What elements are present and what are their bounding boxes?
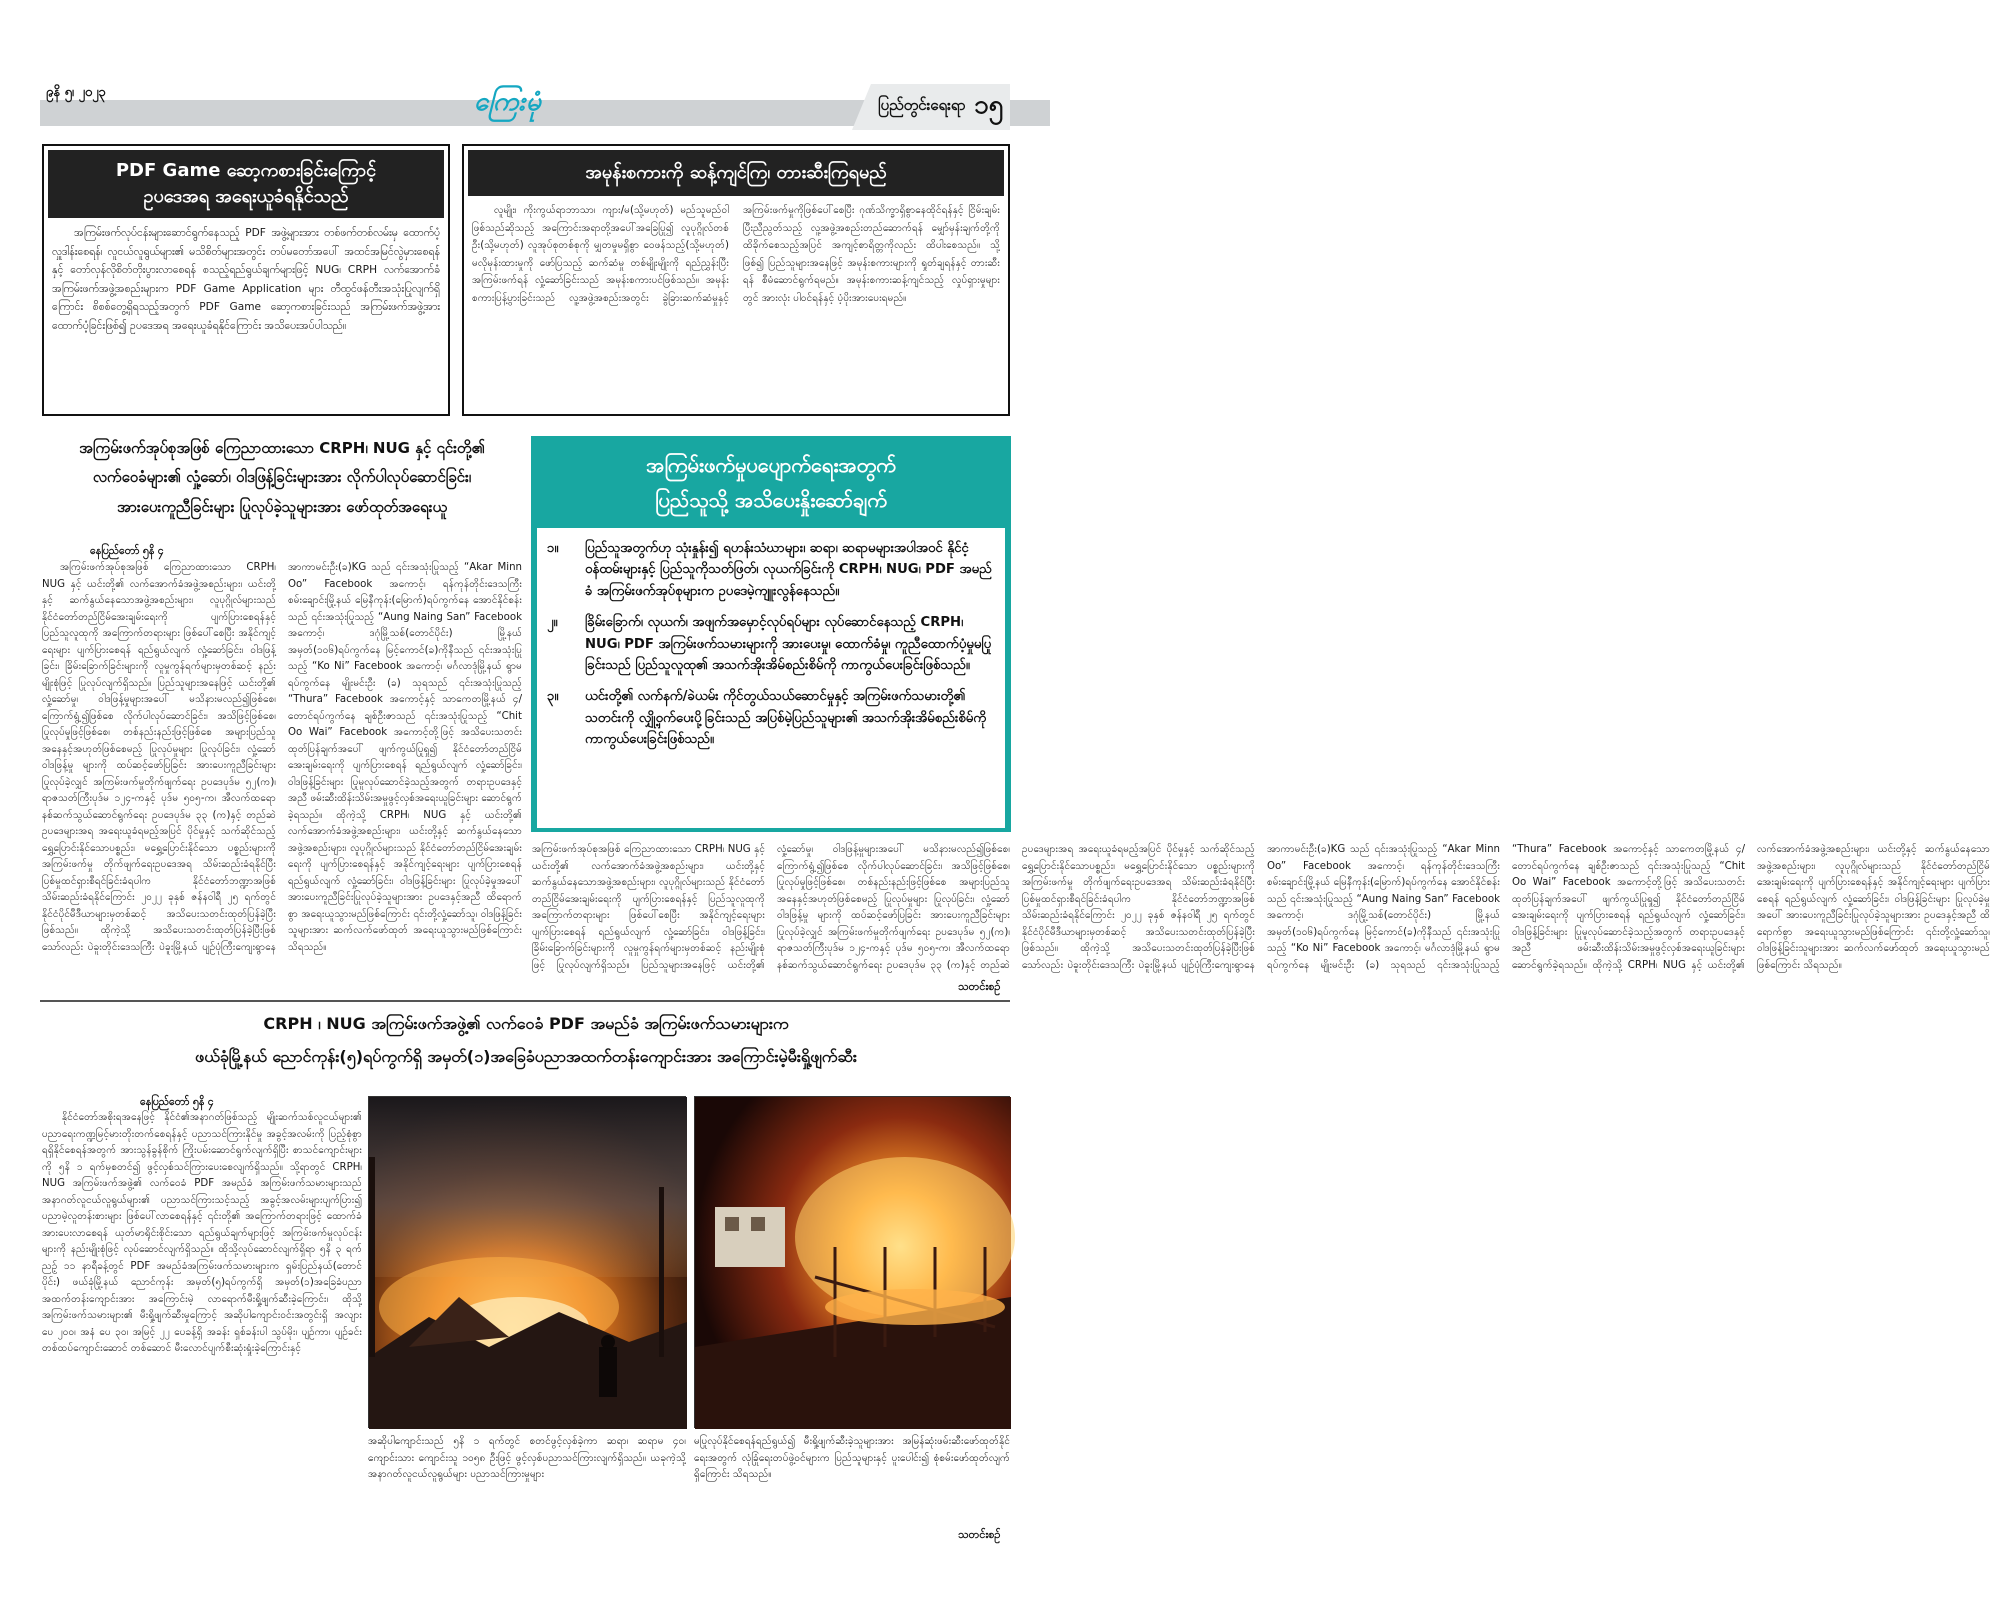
headline-line-2: ဖယ်ခုံမြို့နယ် ညောင်ကုန်း(၅)ရပ်ကွက်ရှိ အမှတ်(၁)အခြေခံပညာအထက်တန်းကျောင်းအား အကြောင်းမဲ့မီးရှို့ဖျက်ဆီး — [195, 1046, 857, 1066]
announcement-item — [547, 612, 993, 676]
item-text: ပြည်သူအတွက်ဟု သုံးနှုန်း၍ ရဟန်းသံဃာများ၊ ဆရာ၊ ဆရာမများအပါအဝင် နိုင်ငံ့ဝန်ထမ်းများနှင့် ပြည်သူကိုသတ်ဖြတ်၊ လုယက်ခြင်းကို CRPH၊ NUG၊ PDF အမည်ခံ အကြမ်းဖက်အုပ်စုများက ဥပဒေမဲ့ကျူးလွန်နေသည်။ — [585, 541, 992, 599]
article-school-body: နိုင်ငံတော်အစိုးရအနေဖြင့် နိုင်ငံ၏အနာဂတ်ဖြစ်သည့် မျိုးဆက်သစ်လူငယ်များ၏ ပညာရေးကဏ္ဍမြင့်မားတိုးတက်စေရန်နှင့် ပညာသင်ကြားနိုင်မှု အခွင့်အလမ်းကို ပြည့်စုံစွာရရှိနိုင်စေရန်အတွက် အားသွန်ခွန်စိုက် ကြိုးပမ်းဆောင်ရွက်လျက်ရှိပြီး စာသင်ကျောင်းများကို ၅နိ ၁ ရက်မှစတင်၍ ဖွင့်လှစ်သင်ကြားပေးစေလျက်ရှိသည်။ သို့ရာတွင် CRPH၊ NUG အကြမ်းဖက်အဖွဲ့၏ လက်ဝေခံ PDF အမည်ခံ အကြမ်းဖက်သမားများသည် အနာဂတ်လူငယ်လူရွယ်များ၏ ပညာသင်ကြားသင့်သည့် အခွင့်အလမ်းများပျက်ပြား၍ ပညာမဲ့လူတန်းစားများ ဖြစ်ပေါ်လာစေရန်နှင့် ၎င်းတို့၏ အကြောက်တရားဖြင့် ထောက်ခံအားပေးလာစေရန် ယုတ်မာရိုင်းစိုင်းသော ရည်ရွယ်ချက်များဖြင့် အကြမ်းဖက်မှုလုပ်ငန်းများကို နည်းမျိုးစုံဖြင့် လုပ်ဆောင်လျက်ရှိသည်။ ထိုသို့လုပ်ဆောင်လျက်ရှိရာ ၅နိ ၃ ရက် ညဉ့် ၁၁ နာရီခန့်တွင် PDF အမည်ခံအကြမ်းဖက်သမားများက ရှမ်းပြည်နယ်(တောင်ပိုင်း) ဖယ်ခုံမြို့နယ် ညောင်ကုန်း အမှတ်(၅)ရပ်ကွက်ရှိ အမှတ်(၁)အခြေခံပညာအထက်တန်းကျောင်းအား အကြောင်းမဲ့ လာရောက်မီးရှို့ဖျက်ဆီးခဲ့ကြောင်း၊ ထိုသို့ အကြမ်းဖက်သမားများ၏ မီးရှို့ဖျက်ဆီးမှုကြောင့် အဆိုပါကျောင်းဝင်းအတွင်းရှိ အလျားပေ ၂၀၀၊ အနံ ပေ ၃၀၊ အမြင့် ၂၂ ပေခန့်ရှိ အခန်း ရှစ်ခန်းပါ သွပ်မိုး၊ ပျဉ်ကာ၊ ပျဉ်ခင်း တစ်ထပ်ကျောင်းဆောင် တစ်ဆောင် မီးလောင်ပျက်စီးဆုံးရှုံးခဲ့ကြောင်းနှင့် — [42, 1112, 362, 1355]
announcement-title-line-2: ပြည်သူသို့ အသိပေးနှိုးဆော်ချက် — [655, 488, 887, 512]
announcement-title-line-1: အကြမ်းဖက်မှုပပျောက်ရေးအတွက် — [646, 453, 896, 477]
announcement-item — [547, 686, 993, 750]
item-number: ၁။ — [547, 541, 559, 556]
section-divider — [40, 1000, 1010, 1002]
article-crph-dateline: နေပြည်တော် ၅နိ ၄ — [90, 545, 164, 557]
school-fire-photo-left — [368, 1096, 686, 1428]
headline-line-1: အကြမ်းဖက်အုပ်စုအဖြစ် ကြေညာထားသော CRPH၊ NUG နှင့် ၎င်းတို့၏ — [79, 439, 485, 457]
article-pdf-game-body: အကြမ်းဖက်လုပ်ငန်းများဆောင်ရွက်နေသည့် PDF အဖွဲ့များအား တစ်ဖက်တစ်လမ်းမှ ထောက်ပံ့လှူဒါန်းစေရန်၊ လူငယ်လူရွယ်များ၏ မသိစိတ်များအတွင်း တပ်မတော်အပေါ် အထင်အမြင်လွဲမှားစေရန်နှင့် တော်လှန်လိုစိတ်တိုးပွားလာစေရန် စသည့်ရည်ရွယ်ချက်များဖြင့် NUG၊ CRPH လက်အောက်ခံ အကြမ်းဖက်အဖွဲ့အစည်းများက PDF Game Application များ တီထွင်ဖန်တီးအသုံးပြုလျက်ရှိကြောင်း စိစစ်တွေ့ရှိရသည့်အတွက် PDF Game ဆော့ကစားခြင်းသည် အကြမ်းဖက်အဖွဲ့အား ထောက်ပံ့ခြင်းဖြစ်၍ ဥပဒေအရ အရေးယူခံရနိုင်ကြောင်း အသိပေးအပ်ပါသည်။ — [52, 227, 440, 332]
item-number: ၃။ — [547, 689, 559, 705]
article-crph-body-a: အကြမ်းဖက်အုပ်စုအဖြစ် ကြေညာထားသော CRPH၊ NUG နှင့် ယင်းတို့၏ လက်အောက်ခံအဖွဲ့အစည်းများ၊ ယင်းတို့နှင့် ဆက်နွယ်နေသောအဖွဲ့အစည်းများ၊ လူပုဂ္ဂိုလ်များသည် နိုင်ငံတော်တည်ငြိမ်အေးချမ်းရေးကို ပျက်ပြားစေရန်နှင့် ပြည်သူလူထုကို အကြောက်တရားများ ဖြစ်ပေါ်စေပြီး အနိုင်ကျင့်ရေးများ ပျက်ပြားစေရန် ရည်ရွယ်လျက် လှုံ့ဆော်ခြင်း၊ ဝါဒဖြန့်ခြင်း၊ ခြိမ်းခြောက်ခြင်းများကို လူမှုကွန်ရက်များမှတစ်ဆင့် နည်းမျိုးစုံဖြင့် ပြုလုပ်လျက်ရှိသည်။ ပြည်သူများအနေဖြင့် ယင်းတို့၏ လှုံ့ဆော်မှု၊ ဝါဒဖြန့်မှုများအပေါ် မသိနားမလည်၍ဖြစ်စေ၊ ကြောက်ရွံ့၍ဖြစ်စေ လိုက်ပါလုပ်ဆောင်ခြင်း၊ အသိဖြင့်ဖြစ်စေ၊ ပြုလုပ်မှုဖြင့်ဖြစ်စေ၊ တစ်နည်းနည်းဖြင့်ဖြစ်စေ အများပြည်သူအနေနှင့်အဟုတ်ဖြစ်စေမည့် ပြုလုပ်မှုများ ပြုလုပ်ခြင်း၊ လှုံ့ဆော်ဝါဒဖြန့်မှု များကို ထပ်ဆင့်ဖော်ပြခြင်း အားပေးကူညီခြင်းများ ပြုလုပ်ခဲ့လျှင် အကြမ်းဖက်မှုတိုက်ဖျက်ရေး ဥပဒေပုဒ်မ ၅၂(က)၊ ရာဇသတ်ကြီးပုဒ်မ ၁၂၄-ကနှင့် ပုဒ်မ ၅၀၅-က၊ အီလက်ထရောနစ်ဆက်သွယ်ဆောင်ရွက်ရေး ဥပဒေပုဒ်မ ၃၃ (က)နှင့် တည်ဆဲဥပဒေများအရ အရေးယူခံရမည့်အပြင် ပိုင်မှုနှင့် သက်ဆိုင်သည့် ရွှေ့ပြောင်းနိုင်သောပစ္စည်း၊ မရွှေ့ပြောင်းနိုင်သော ပစ္စည်းများကို အကြမ်းဖက်မှု တိုက်ဖျက်ရေးဥပဒေအရ သိမ်းဆည်းခံရနိုင်ပြီး ပြစ်မှုထင်ရှားစီရင်ခြင်းခံရပါက နိုင်ငံတော်ဘဏ္ဍာအဖြစ် သိမ်းဆည်းခံရနိုင်ကြောင်း ၂၀၂၂ ခုနှစ် ဇန်နဝါရီ ၂၅ ရက်တွင် နိုင်ငံပိုင်မီဒီယာများမှတစ်ဆင့် အသိပေးသတင်းထုတ်ပြန်ခဲ့ပြီးဖြစ်သည်။ ထိုကဲ့သို့ အသိပေးသတင်းထုတ်ပြန်ခဲ့ပြီးဖြစ်သော်လည်း ပဲခူးတိုင်းဒေသကြီး ပဲခူးမြို့နယ် ပျဉ်ပုံကြီးကျေးရွာနေ အာကာမင်းဦး(ခ)KG သည် ၎င်းအသုံးပြုသည့် “Akar Minn Oo” Facebook အကောင့်၊ ရန်ကုန်တိုင်းဒေသကြီး စမ်းချောင်းမြို့နယ် မြေနီကုန်း(မြောက်)ရပ်ကွက်နေ အောင်နိုင်စန်းသည် ၎င်းအသုံးပြုသည့် “Aung Naing San” Facebook အကောင့်၊ ဒဂုံမြို့သစ်(တောင်ပိုင်း) မြို့နယ် အမှတ်(၁၀၆)ရပ်ကွက်နေ မြင့်ကောင်(ခ)ကိုနီသည် ၎င်းအသုံးပြုသည့် “Ko Ni” Facebook အကောင့်၊ မင်္ဂလာဒုံမြို့နယ် ရွာမရပ်ကွက်နေ မျိုးမင်းဦး (ခ) သုရသည် ၎င်းအသုံးပြုသည့် “Thura” Facebook အကောင့်နှင့် သာကေတမြို့နယ် ၄/တောင်ရပ်ကွက်နေ ချစ်ဦးဇာသည် ၎င်းအသုံးပြုသည့် “Chit Oo Wai” Facebook အကောင့်တို့ဖြင့် အသိပေးသတင်းထုတ်ပြန်ချက်အပေါ် ဖျက်ကွယ်ပြုရှု၍ နိုင်ငံတော်တည်ငြိမ်အေးချမ်းရေးကို ပျက်ပြားစေရန် ရည်ရွယ်လျက် လှုံ့ဆော်ခြင်း၊ ဝါဒဖြန့်ခြင်းများ ပြုမူလုပ်ဆောင်ခဲ့သည့်အတွက် တရားဥပဒေနှင့်အညီ ဖမ်းဆီးထိန်းသိမ်းအမှုဖွင့်လှစ်အရေးယူခြင်းများ ဆောင်ရွက်ခဲ့ရသည်။ ထိုကဲ့သို့ CRPH၊ NUG နှင့် ယင်းတို့၏ လက်အောက်ခံအဖွဲ့အစည်းများ၊ ယင်းတို့နှင့် ဆက်နွယ်နေသောအဖွဲ့အစည်းများ၊ လူပုဂ္ဂိုလ်များသည် နိုင်ငံတော်တည်ငြိမ်အေးချမ်းရေးကို ပျက်ပြားစေရန်နှင့် အနိုင်ကျင့်ရေးများ ပျက်ပြားစေရန် ရည်ရွယ်လျက် လှုံ့ဆော်ခြင်း၊ ဝါဒဖြန့်ခြင်းများ ပြုလုပ်ခဲ့မှုအပေါ် အားပေးကူညီခြင်းပြုလုပ်ခဲ့သူများအား ဥပဒေနှင့်အညီ ထိရောက်စွာ အရေးယူသွားမည်ဖြစ်ကြောင်း ၎င်းတို့လှုံ့ဆော်သူ၊ ဝါဒဖြန့်ခြင်းသူများအား ဆက်လက်ဖော်ထုတ် အရေးယူသွားမည်ဖြစ်ကြောင်း သိရသည်။ — [42, 562, 522, 953]
article-crph-headline — [40, 434, 524, 522]
announcement-title — [537, 442, 1005, 522]
fire-scene-left — [369, 1097, 687, 1429]
article-crph-author: သတင်းစဉ် — [958, 980, 1001, 993]
headline-line-1: CRPH ၊ NUG အကြမ်းဖက်အဖွဲ့၏ လက်ဝေခံ PDF အမည်ခံ အကြမ်းဖက်သမားများက — [263, 1014, 789, 1033]
announcement-box — [531, 436, 1011, 832]
page-number: ၁၅ — [974, 90, 1004, 120]
item-number: ၂။ — [547, 615, 558, 631]
article-school-headline — [40, 1008, 1012, 1074]
newspaper-logo: ကြေးမုံ — [474, 87, 542, 117]
item-text: ယင်းတို့၏ လက်နက်/ခဲယမ်း ကိုင်တွယ်သယ်ဆောင်မှုနှင့် အကြမ်းဖက်သမားတို့၏ သတင်းကို လျှို့ဝှက်ပေးပို့ခြင်းသည် အပြစ်မဲ့ပြည်သူများ၏ အသက်အိုးအိမ်စည်းစိမ်ကို ကာကွယ်ပေးခြင်းဖြစ်သည်။ — [585, 689, 987, 747]
article-hate-speech — [462, 144, 1010, 416]
article-hate-speech-title: အမုန်းစကားကို ဆန့်ကျင်ကြ၊ တားဆီးကြရမည် — [468, 150, 1004, 196]
section-label: ပြည်တွင်းရေးရာ — [878, 96, 966, 114]
article-crph-body-b: အကြမ်းဖက်အုပ်စုအဖြစ် ကြေညာထားသော CRPH၊ NUG နှင့် ယင်းတို့၏ လက်အောက်ခံအဖွဲ့အစည်းများ၊ ယင်းတို့နှင့် ဆက်နွယ်နေသောအဖွဲ့အစည်းများ၊ လူပုဂ္ဂိုလ်များသည် နိုင်ငံတော်တည်ငြိမ်အေးချမ်းရေးကို ပျက်ပြားစေရန်နှင့် ပြည်သူလူထုကို အကြောက်တရားများ ဖြစ်ပေါ်စေပြီး အနိုင်ကျင့်ရေးများ ပျက်ပြားစေရန် ရည်ရွယ်လျက် လှုံ့ဆော်ခြင်း၊ ဝါဒဖြန့်ခြင်း၊ ခြိမ်းခြောက်ခြင်းများကို လူမှုကွန်ရက်များမှတစ်ဆင့် နည်းမျိုးစုံဖြင့် ပြုလုပ်လျက်ရှိသည်။ ပြည်သူများအနေဖြင့် ယင်းတို့၏ လှုံ့ဆော်မှု၊ ဝါဒဖြန့်မှုများအပေါ် မသိနားမလည်၍ဖြစ်စေ၊ ကြောက်ရွံ့၍ဖြစ်စေ လိုက်ပါလုပ်ဆောင်ခြင်း၊ အသိဖြင့်ဖြစ်စေ၊ ပြုလုပ်မှုဖြင့်ဖြစ်စေ၊ တစ်နည်းနည်းဖြင့်ဖြစ်စေ အများပြည်သူအနေနှင့်အဟုတ်ဖြစ်စေမည့် ပြုလုပ်မှုများ ပြုလုပ်ခြင်း၊ လှုံ့ဆော်ဝါဒဖြန့်မှု များကို ထပ်ဆင့်ဖော်ပြခြင်း အားပေးကူညီခြင်းများ ပြုလုပ်ခဲ့လျှင် အကြမ်းဖက်မှုတိုက်ဖျက်ရေး ဥပဒေပုဒ်မ ၅၂(က)၊ ရာဇသတ်ကြီးပုဒ်မ ၁၂၄-ကနှင့် ပုဒ်မ ၅၀၅-က၊ အီလက်ထရောနစ်ဆက်သွယ်ဆောင်ရွက်ရေး ဥပဒေပုဒ်မ ၃၃ (က)နှင့် တည်ဆဲဥပဒေများအရ အရေးယူခံရမည့်အပြင် ပိုင်မှုနှင့် သက်ဆိုင်သည့် ရွှေ့ပြောင်းနိုင်သောပစ္စည်း၊ မရွှေ့ပြောင်းနိုင်သော ပစ္စည်းများကို အကြမ်းဖက်မှု တိုက်ဖျက်ရေးဥပဒေအရ သိမ်းဆည်းခံရနိုင်ပြီး ပြစ်မှုထင်ရှားစီရင်ခြင်းခံရပါက နိုင်ငံတော်ဘဏ္ဍာအဖြစ် သိမ်းဆည်းခံရနိုင်ကြောင်း ၂၀၂၂ ခုနှစ် ဇန်နဝါရီ ၂၅ ရက်တွင် နိုင်ငံပိုင်မီဒီယာများမှတစ်ဆင့် အသိပေးသတင်းထုတ်ပြန်ခဲ့ပြီးဖြစ်သည်။ ထိုကဲ့သို့ အသိပေးသတင်းထုတ်ပြန်ခဲ့ပြီးဖြစ်သော်လည်း ပဲခူးတိုင်းဒေသကြီး ပဲခူးမြို့နယ် ပျဉ်ပုံကြီးကျေးရွာနေ အာကာမင်းဦး(ခ)KG သည် ၎င်းအသုံးပြုသည့် “Akar Minn Oo” Facebook အကောင့်၊ ရန်ကုန်တိုင်းဒေသကြီး စမ်းချောင်းမြို့နယ် မြေနီကုန်း(မြောက်)ရပ်ကွက်နေ အောင်နိုင်စန်းသည် ၎င်းအသုံးပြုသည့် “Aung Naing San” Facebook အကောင့်၊ ဒဂုံမြို့သစ်(တောင်ပိုင်း) မြို့နယ် အမှတ်(၁၀၆)ရပ်ကွက်နေ မြင့်ကောင်(ခ)ကိုနီသည် ၎င်းအသုံးပြုသည့် “Ko Ni” Facebook အကောင့်၊ မင်္ဂလာဒုံမြို့နယ် ရွာမရပ်ကွက်နေ မျိုးမင်းဦး (ခ) သုရသည် ၎င်းအသုံးပြုသည့် “Thura” Facebook အကောင့်နှင့် သာကေတမြို့နယ် ၄/တောင်ရပ်ကွက်နေ ချစ်ဦးဇာသည် ၎င်းအသုံးပြုသည့် “Chit Oo Wai” Facebook အကောင့်တို့ဖြင့် အသိပေးသတင်းထုတ်ပြန်ချက်အပေါ် ဖျက်ကွယ်ပြုရှု၍ နိုင်ငံတော်တည်ငြိမ်အေးချမ်းရေးကို ပျက်ပြားစေရန် ရည်ရွယ်လျက် လှုံ့ဆော်ခြင်း၊ ဝါဒဖြန့်ခြင်းများ ပြုမူလုပ်ဆောင်ခဲ့သည့်အတွက် တရားဥပဒေနှင့်အညီ ဖမ်းဆီးထိန်းသိမ်းအမှုဖွင့်လှစ်အရေးယူခြင်းများ ဆောင်ရွက်ခဲ့ရသည်။ ထိုကဲ့သို့ CRPH၊ NUG နှင့် ယင်းတို့၏ လက်အောက်ခံအဖွဲ့အစည်းများ၊ ယင်းတို့နှင့် ဆက်နွယ်နေသောအဖွဲ့အစည်းများ၊ လူပုဂ္ဂိုလ်များသည် နိုင်ငံတော်တည်ငြိမ်အေးချမ်းရေးကို ပျက်ပြားစေရန်နှင့် အနိုင်ကျင့်ရေးများ ပျက်ပြားစေရန် ရည်ရွယ်လျက် လှုံ့ဆော်ခြင်း၊ ဝါဒဖြန့်ခြင်းများ ပြုလုပ်ခဲ့မှုအပေါ် အားပေးကူညီခြင်းပြုလုပ်ခဲ့သူများအား ဥပဒေနှင့်အညီ ထိရောက်စွာ အရေးယူသွားမည်ဖြစ်ကြောင်း ၎င်းတို့လှုံ့ဆော်သူ၊ ဝါဒဖြန့်ခြင်းသူများအား ဆက်လက်ဖော်ထုတ် အရေးယူသွားမည်ဖြစ်ကြောင်း သိရသည်။ — [532, 844, 1990, 971]
article-pdf-game-title — [48, 150, 444, 218]
title-line-2: ဥပဒေအရ အရေးယူခံရနိုင်သည် — [143, 186, 349, 208]
fire-scene-right — [695, 1097, 1011, 1429]
item-text: ခြိမ်းခြောက်၊ လုယက်၊ အဖျက်အမှောင့်လုပ်ရပ်များ လုပ်ဆောင်နေသည့် CRPH၊ NUG၊ PDF အကြမ်းဖက်သမားများကို အားပေးမှု၊ ထောက်ခံမှု၊ ကူညီထောက်ပံ့မှုမပြုခြင်းသည် ပြည်သူလူထု၏ အသက်အိုးအိမ်စည်းစိမ်ကို ကာကွယ်ပေးခြင်းဖြစ်သည်။ — [585, 615, 992, 673]
photo-caption-left: အဆိုပါကျောင်းသည် ၅နိ ၁ ရက်တွင် စတင်ဖွင့်လှစ်ခဲ့ကာ ဆရာ၊ ဆရာမ ၄၀၊ ကျောင်းသား ကျောင်းသူ ၁၀၅၈ ဦးဖြင့် ဖွင့်လှစ်ပညာသင်ကြားလျက်ရှိသည်။ ယခုကဲ့သို့ အနာဂတ်လူငယ်လူရွယ်များ ပညာသင်ကြားမှုများ — [368, 1436, 686, 1481]
announcement-items — [537, 528, 1005, 828]
article-school-author: သတင်းစဉ် — [958, 1528, 1001, 1541]
school-fire-photo-right — [694, 1096, 1010, 1428]
article-school-dateline: နေပြည်တော် ၅နိ ၄ — [140, 1096, 214, 1108]
issue-date: ၉နိ ၅၊ ၂၀၂၃ — [46, 85, 106, 100]
announcement-item — [547, 538, 993, 602]
article-pdf-game — [42, 144, 450, 416]
article-hate-speech-body: လူမျိုး၊ ကိုးကွယ်ရာဘာသာ၊ ကျား/မ(သို့မဟုတ်) မည်သူမည်ဝါဖြစ်သည်ဆိုသည့် အကြောင်းအရာတို့အပေါ်အခြေပြု၍ လူပုဂ္ဂိုလ်တစ်ဦး(သို့မဟုတ်) လူအုပ်စုတစ်စုကို မျှတမှုမရှိစွာ ဝေဖန်သည့်(သို့မဟုတ်) မလိုမုန်းထားမှုကို ဖော်ပြသည့် ဆက်ဆံမှု တစ်မျိုးမျိုးကို ရည်ညွှန်းပြီး အကြမ်းဖက်ရန် လှုံ့ဆော်ခြင်းသည် အမုန်းစကားပင်ဖြစ်သည်။ အမုန်းစကားပြန့်ပွားခြင်းသည် လူ့အဖွဲ့အစည်းအတွင်း ခွဲခြားဆက်ဆံမှုနှင့် အကြမ်းဖက်မှုကိုဖြစ်ပေါ်စေပြီး ဂုဏ်သိက္ခာရှိစွာနေထိုင်ရန်နှင့် ငြိမ်းချမ်းပြီးညီညွတ်သည့် လူ့အဖွဲ့အစည်းတည်ဆောက်ရန် မျှော်မှန်းချက်တို့ကို ထိခိုက်စေသည့်အပြင် အကျင့်စာရိတ္တကိုလည်း ထိပါးစေသည်။ သို့ဖြစ်၍ ပြည်သူများအနေဖြင့် အမုန်းစကားများကို ရှုတ်ချရန်နှင့် တားဆီးရန် စီမံဆောင်ရွက်ရမည်။ အမုန်းစကားဆန့်ကျင်သည့် လှုပ်ရှားမှုများတွင် အားလုံး ပါဝင်ရန်နှင့် ပံ့ပိုးအားပေးရမည်။ — [472, 205, 1000, 304]
headline-line-2: လက်ဝေခံများ၏ လှုံ့ဆော်၊ ဝါဒဖြန့်ခြင်းများအား လိုက်ပါလုပ်ဆောင်ခြင်း၊ — [92, 468, 472, 487]
headline-line-3: အားပေးကူညီခြင်းများ ပြုလုပ်ခဲ့သူများအား ဖော်ထုတ်အရေးယူ — [116, 497, 448, 516]
title-line-1: PDF Game ဆော့ကစားခြင်းကြောင့် — [115, 160, 377, 181]
photo-caption-right: မပြုလုပ်နိုင်စေရန်ရည်ရွယ်၍ မီးရှို့ဖျက်ဆီးခဲ့သူများအား အမြန်ဆုံးဖမ်းဆီးဖော်ထုတ်နိုင်ရေးအတွက် လုံခြုံရေးတပ်ဖွဲ့ဝင်များက ပြည်သူများနှင့် ပူးပေါင်း၍ စုံစမ်းဖော်ထုတ်လျက်ရှိကြောင်း သိရသည်။ — [694, 1436, 1010, 1481]
